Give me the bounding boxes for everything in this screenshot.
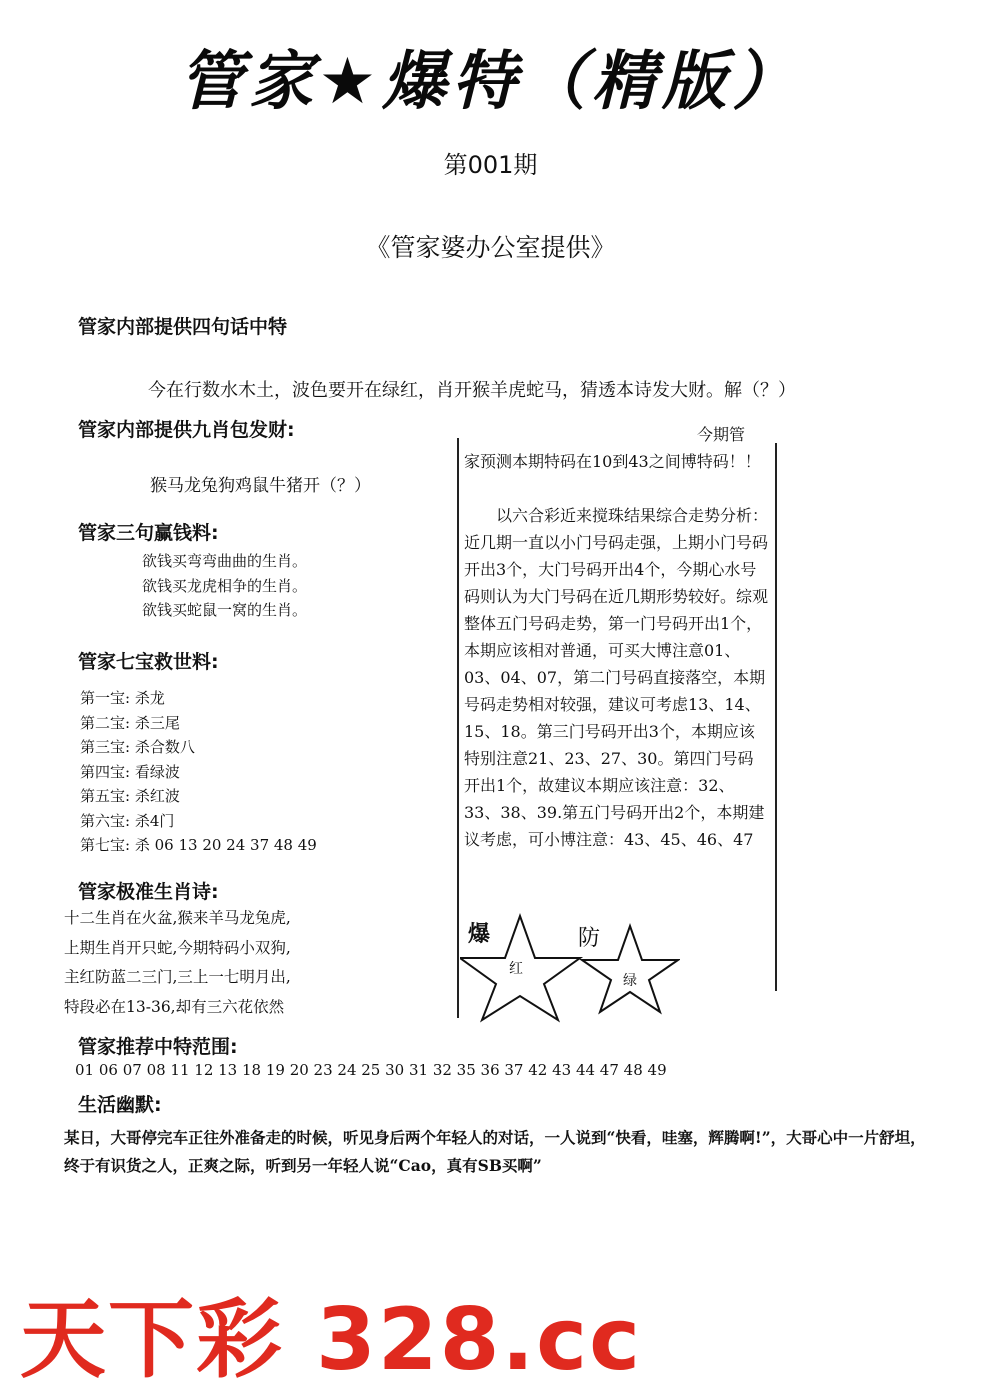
treasure-value: 杀红波 (134, 787, 180, 805)
three-lines-item: 欲钱买龙虎相争的生肖。 (142, 576, 308, 595)
red-star-text: 红 (509, 961, 523, 977)
page-title: 管家★爆特（精版） (178, 45, 803, 119)
seven-treasures-list (80, 686, 317, 858)
treasure-value: 杀合数八 (134, 738, 195, 756)
treasure-value: 杀三尾 (134, 713, 180, 732)
humor-heading: 生活幽默: (78, 1094, 162, 1116)
poem-line: 十二生肖在火盆,猴来羊马龙兔虎, (64, 909, 291, 927)
four-lines-heading: 管家内部提供四句话中特 (78, 316, 288, 338)
forecast-top-right: 今期管 (697, 425, 746, 444)
treasure-label: 第二宝: (80, 713, 131, 732)
treasure-value: 杀龙 (134, 689, 165, 707)
three-lines-item: 欲钱买蛇鼠一窝的生肖。 (142, 601, 308, 619)
nine-zodiac-text: 猴马龙兔狗鸡鼠牛猪开（？） (150, 476, 371, 496)
treasure-item (80, 760, 317, 785)
stars-graphic (460, 908, 680, 1023)
forecast-left-rule (457, 438, 459, 1018)
poem-lines (64, 904, 291, 1022)
provider-line: 《管家婆办公室提供》 (365, 233, 616, 262)
green-star-icon (582, 926, 678, 1012)
forecast-right-rule (775, 443, 777, 991)
range-numbers: 01 06 07 08 11 12 13 18 19 20 23 24 25 30 31 32 35 36 37 42 43 44 47 48 49 (75, 1061, 667, 1079)
range-heading: 管家推荐中特范围: (78, 1036, 238, 1058)
issue-number: 第001期 (443, 151, 538, 179)
treasure-label: 第一宝: (80, 689, 131, 707)
treasure-value: 杀4门 (134, 811, 175, 830)
nine-zodiac-heading: 管家内部提供九肖包发财: (78, 419, 295, 441)
treasure-item (80, 735, 317, 760)
three-lines-list (142, 549, 307, 623)
treasure-item (80, 833, 317, 858)
three-lines-item: 欲钱买弯弯曲曲的生肖。 (142, 552, 308, 570)
forecast-para2: 以六合彩近来搅珠结果综合走势分析：近几期一直以小门号码走强，上期小门号码开出3个，大门号码开出4个，今期心水号码则认为大门号码在近几期形势较好。综观整体五门号码走势，第一门号码开出1个，本期应该相对普通，可买大博注意01、03、04、07，第二门号码直接落空，本期号码走势相对较强，建议可考虑13、14、15、18。第三门号码开出3个，本期应该特别注意21、23、27、30。第四门号码开出1个，故建议本期应该注意：32、33、38、39.第五门号码开出2个，本期建议考虑，可小博注意：43、45、46、47 (464, 506, 769, 849)
treasure-label: 第四宝: (80, 762, 131, 781)
seven-treasures-heading: 管家七宝救世料: (78, 651, 219, 673)
treasure-item (80, 711, 317, 736)
treasure-value: 杀 06 13 20 24 37 48 49 (134, 836, 317, 854)
poem-line: 主红防蓝二三门,三上一七明月出, (64, 968, 291, 986)
treasure-item (80, 686, 317, 711)
three-lines-heading: 管家三句赢钱料: (78, 522, 219, 544)
site-watermark: 天下彩 328.cc (20, 1290, 643, 1390)
treasure-item (80, 784, 317, 809)
treasure-item (80, 809, 317, 834)
treasure-value: 看绿波 (134, 762, 180, 781)
forecast-para1: 家预测本期特码在10到43之间博特码！！ (464, 452, 761, 471)
explode-label: 爆 (468, 921, 491, 947)
green-star-text: 绿 (623, 973, 637, 989)
treasure-label: 第六宝: (80, 811, 131, 830)
guard-label: 防 (578, 926, 601, 951)
poem-heading: 管家极准生肖诗: (78, 881, 219, 903)
humor-text: 某日，大哥停完车正往外准备走的时候，听见身后两个年轻人的对话，一人说到“快看，哇塞，辉腾啊!”，大哥心中一片舒坦，终于有识货之人，正爽之际，听到另一年轻人说“Cao，真有SB买啊” (64, 1128, 926, 1175)
treasure-label: 第五宝: (80, 787, 131, 805)
four-lines-text: 今在行数水木土，波色要开在绿红，肖开猴羊虎蛇马，猜透本诗发大财。解（？） (148, 380, 796, 401)
treasure-label: 第三宝: (80, 738, 131, 756)
treasure-label: 第七宝: (80, 836, 131, 854)
poem-line: 特段必在13-36,却有三六花依然 (64, 997, 285, 1016)
poem-line: 上期生肖开只蛇,今期特码小双狗, (64, 938, 291, 957)
